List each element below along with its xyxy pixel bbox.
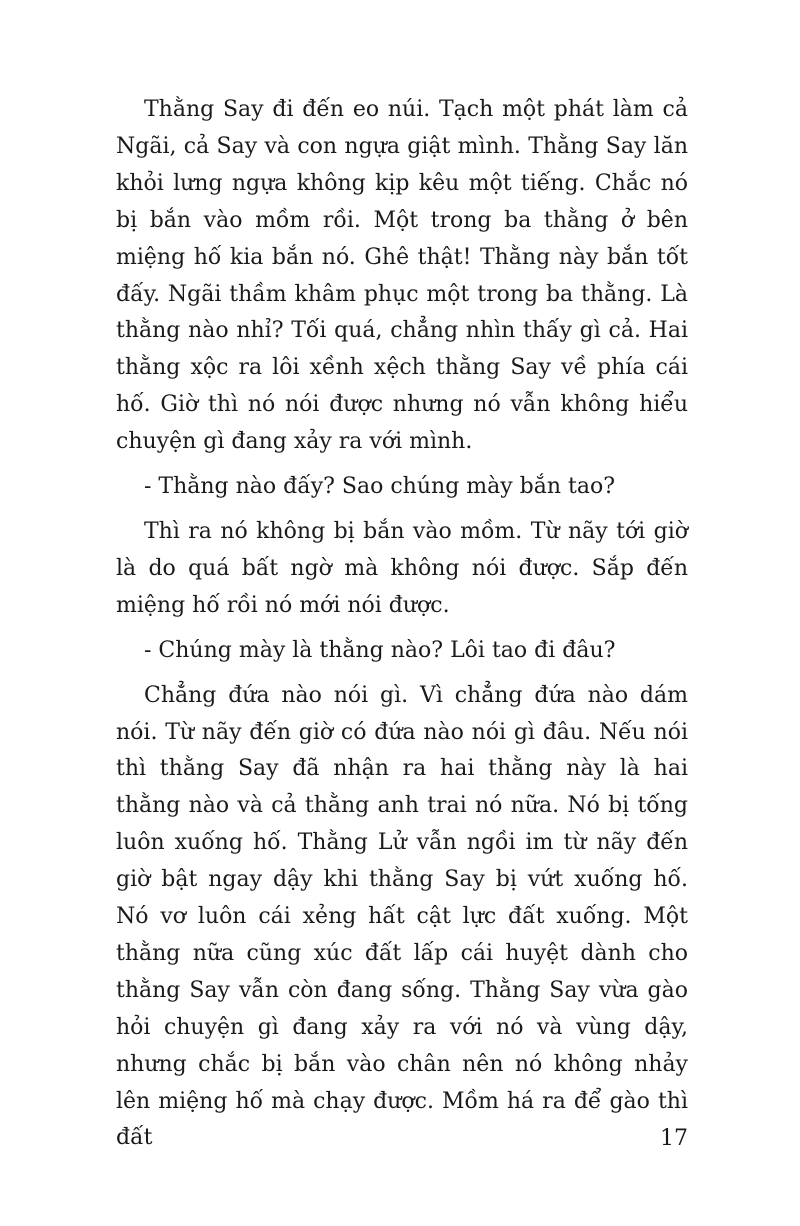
paragraph-1: Thằng Say đi đến eo núi. Tạch một phát làm cả Ngãi, cả Say và con ngựa giật mình. Thằng Say lăn khỏi lưng ngựa không kịp kêu một tiếng. Chắc nó bị bắn vào mồm rồi. Một trong ba thằng ở bên miệng hố kia bắn nó. Ghê thật! Thằng này bắn tốt đấy. Ngãi thầm khâm phục một trong ba thằng. Là thằng nào nhỉ? Tối quá, chẳng nhìn thấy gì cả. Hai thằng xộc ra lôi xềnh xệch thằng Say về phía cái hố. Giờ thì nó nói được nhưng nó vẫn không hiểu chuyện gì đang xảy ra với mình. [116, 97, 688, 455]
paragraph-4-dialogue: - Chúng mày là thằng nào? Lôi tao đi đâu? [144, 637, 616, 663]
paragraph-3: Thì ra nó không bị bắn vào mồm. Từ nãy tới giờ là do quá bất ngờ mà không nói được. Sắp đến miệng hố rồi nó mới nói được. [116, 518, 688, 618]
paragraph-5: Chẳng đứa nào nói gì. Vì chẳng đứa nào dám nói. Từ nãy đến giờ có đứa nào nói gì đâu. Nếu nói thì thằng Say đã nhận ra hai thằng này là hai thằng nào và cả thằng anh trai nó nữa. Nó bị tống luôn xuống hố. Thằng Lử vẫn ngồi im từ nãy đến giờ bật ngay dậy khi thằng Say bị vứt xuống hố. Nó vơ luôn cái xẻng hất cật lực đất xuống. Một thằng nữa cũng xúc đất lấp cái huyệt dành cho thằng Say vẫn còn đang sống. Thằng Say vừa gào hỏi chuyện gì đang xảy ra với nó và vùng dậy, nhưng chắc bị bắn vào chân nên nó không nhảy lên miệng hố mà chạy được. Mồm há ra để gào thì đất [116, 682, 688, 1151]
page-number: 17 [660, 1126, 688, 1151]
body-text [116, 92, 688, 1157]
paragraph-2-dialogue: - Thằng nào đấy? Sao chúng mày bắn tao? [144, 474, 616, 500]
